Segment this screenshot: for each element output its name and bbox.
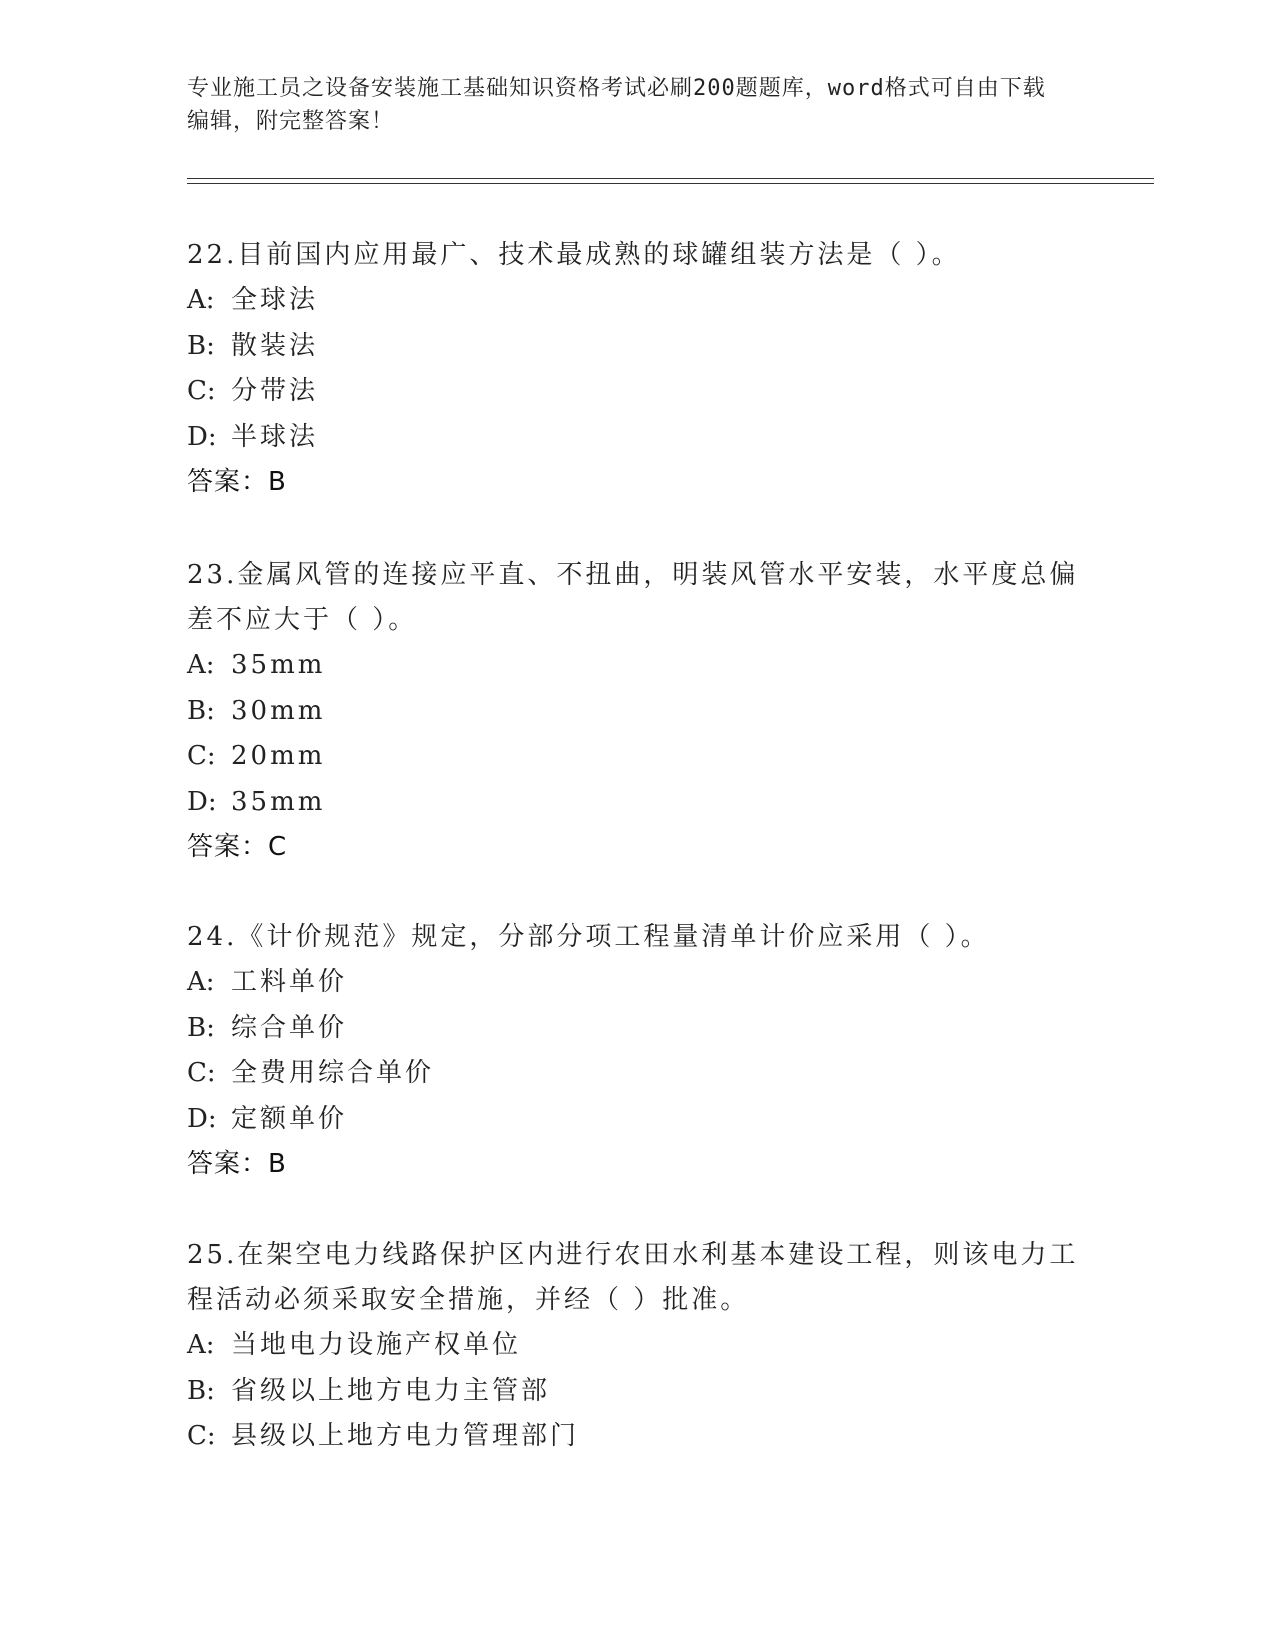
option-text: 县级以上地方电力管理部门 — [231, 1421, 580, 1451]
option-text: 综合单价 — [231, 1012, 348, 1043]
header-divider-bottom — [187, 183, 1154, 184]
option-letter: B: — [187, 695, 215, 726]
option-d — [187, 780, 1087, 826]
option-letter: C: — [187, 376, 216, 406]
option-b — [187, 689, 1087, 735]
option-c — [187, 1051, 1087, 1097]
option-text: 20mm — [231, 741, 326, 771]
option-b — [187, 1006, 1087, 1052]
option-text: 半球法 — [231, 421, 319, 452]
option-text: 35mm — [231, 786, 326, 817]
option-a — [187, 278, 1087, 324]
option-letter: A: — [187, 285, 215, 315]
option-c — [187, 369, 1087, 415]
option-text: 工料单价 — [231, 967, 348, 997]
option-letter: B: — [187, 1375, 215, 1406]
answer-line: 答案：B — [187, 467, 287, 497]
option-d — [187, 415, 1087, 461]
option-letter: A: — [187, 650, 215, 680]
option-letter: D: — [187, 421, 217, 452]
question-stem: 22.目前国内应用最广、技术最成熟的球罐组装方法是（ ）。 — [187, 240, 961, 270]
option-text: 分带法 — [231, 376, 319, 406]
question-25 — [187, 1233, 1087, 1460]
option-letter: C: — [187, 741, 216, 771]
answer-line: 答案：C — [187, 832, 288, 862]
header-divider-top — [187, 178, 1154, 179]
option-text: 当地电力设施产权单位 — [231, 1330, 522, 1360]
option-text: 全球法 — [231, 285, 319, 315]
option-letter: C: — [187, 1421, 216, 1451]
option-letter: D: — [187, 786, 217, 817]
question-stem: 23.金属风管的连接应平直、不扭曲，明装风管水平安装，水平度总偏差不应大于（ ）。 — [187, 560, 1079, 635]
option-text: 定额单价 — [231, 1103, 348, 1134]
option-d — [187, 1097, 1087, 1143]
option-text: 散装法 — [231, 330, 319, 361]
option-b — [187, 324, 1087, 370]
option-c — [187, 734, 1087, 780]
option-a — [187, 1323, 1087, 1369]
option-letter: D: — [187, 1103, 217, 1134]
option-letter: B: — [187, 1012, 215, 1043]
option-c — [187, 1414, 1087, 1460]
document-header: 专业施工员之设备安装施工基础知识资格考试必刷200题题库，word格式可自由下载编辑，附完整答案！ — [187, 76, 1046, 134]
answer-line: 答案：B — [187, 1149, 287, 1179]
option-text: 35mm — [231, 650, 326, 680]
option-a — [187, 643, 1087, 689]
question-23 — [187, 553, 1087, 870]
question-24 — [187, 915, 1087, 1187]
option-text: 全费用综合单价 — [231, 1058, 435, 1088]
option-letter: A: — [187, 967, 215, 997]
option-b — [187, 1369, 1087, 1415]
option-text: 省级以上地方电力主管部 — [231, 1375, 551, 1406]
option-letter: B: — [187, 330, 215, 361]
option-a — [187, 960, 1087, 1006]
question-22 — [187, 233, 1087, 505]
question-stem: 24.《计价规范》规定，分部分项工程量清单计价应采用（ ）。 — [187, 922, 990, 952]
option-letter: A: — [187, 1330, 215, 1360]
option-text: 30mm — [231, 695, 326, 726]
question-stem: 25.在架空电力线路保护区内进行农田水利基本建设工程，则该电力工程活动必须采取安全措施，并经（ ）批准。 — [187, 1240, 1079, 1315]
option-letter: C: — [187, 1058, 216, 1088]
